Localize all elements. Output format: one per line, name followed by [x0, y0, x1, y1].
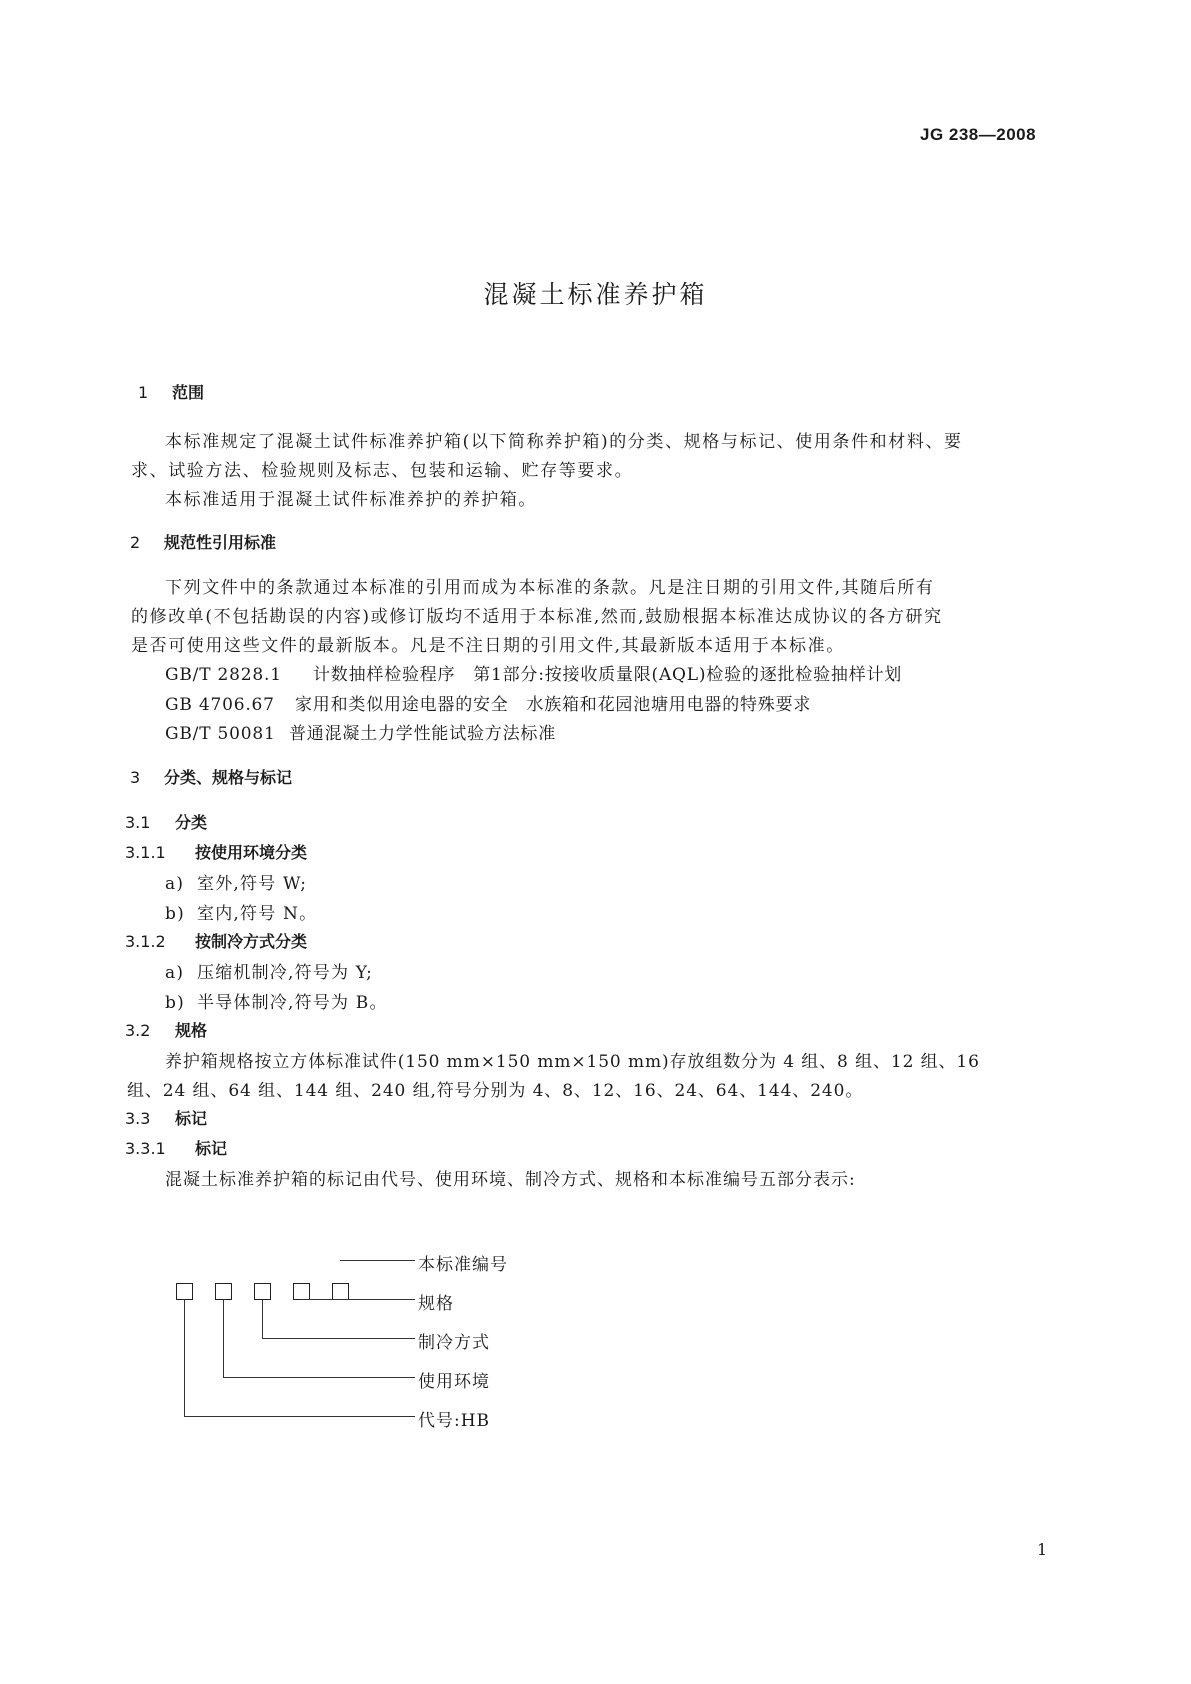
- leader-line: [301, 1299, 415, 1300]
- section-number: 3.1: [125, 813, 151, 832]
- list-text: 半导体制冷,符号为 B。: [197, 993, 388, 1013]
- reference-item: [165, 660, 902, 685]
- mark-box: [254, 1283, 271, 1300]
- section-title: 范围: [172, 383, 205, 402]
- section-title: 按使用环境分类: [195, 843, 308, 862]
- reference-item: [165, 719, 556, 744]
- section-title: 规范性引用标准: [164, 533, 277, 552]
- section-3-3-heading: [125, 1106, 207, 1129]
- section-number: 2: [130, 533, 141, 552]
- leader-line: [223, 1300, 224, 1377]
- section-number: 3: [130, 768, 141, 787]
- list-item: [165, 988, 388, 1013]
- list-item: [165, 899, 317, 924]
- section-title: 规格: [175, 1021, 208, 1040]
- list-marker: b): [165, 993, 185, 1013]
- leader-line: [223, 1377, 415, 1378]
- section-number: 3.3: [125, 1109, 151, 1128]
- standard-number: JG 238—2008: [920, 125, 1037, 144]
- paragraph-line: 混凝土标准养护箱的标记由代号、使用环境、制冷方式、规格和本标准编号五部分表示:: [165, 1170, 856, 1190]
- list-item: [165, 869, 307, 894]
- section-title: 分类: [175, 813, 208, 832]
- list-text: 室外,符号 W;: [197, 874, 308, 894]
- section-1-heading: [138, 380, 204, 403]
- diagram-label-cooling-method: 制冷方式: [418, 1333, 490, 1353]
- paragraph-line: 是否可使用这些文件的最新版本。凡是不注日期的引用文件,其最新版本适用于本标准。: [131, 636, 845, 656]
- reference-title: 计数抽样检验程序 第1部分:按接收质量限(AQL)检验的逐批检验抽样计划: [313, 665, 903, 685]
- section-number: 3.1.1: [125, 843, 166, 862]
- list-marker: a): [165, 874, 185, 894]
- leader-line: [262, 1338, 415, 1339]
- leader-line: [184, 1416, 415, 1417]
- paragraph-line: 的修改单(不包括勘误的内容)或修订版均不适用于本标准,然而,鼓励根据本标准达成协议的各方研究: [131, 607, 943, 627]
- paragraph-line: 下列文件中的条款通过本标准的引用而成为本标准的条款。凡是注日期的引用文件,其随后所有: [165, 578, 935, 598]
- leader-line: [340, 1260, 415, 1261]
- mark-box: [332, 1283, 349, 1300]
- paragraph-line: 本标准适用于混凝土试件标准养护的养护箱。: [165, 490, 537, 510]
- document-title: 混凝土标准养护箱: [483, 280, 708, 309]
- section-number: 3.2: [125, 1021, 151, 1040]
- mark-box: [215, 1283, 232, 1300]
- diagram-label-environment: 使用环境: [418, 1372, 490, 1392]
- list-text: 室内,符号 N。: [197, 904, 318, 924]
- section-3-3-1-heading: [125, 1136, 227, 1159]
- leader-line: [262, 1300, 263, 1338]
- mark-box: [176, 1283, 193, 1300]
- diagram-label-code: 代号:HB: [418, 1411, 491, 1431]
- diagram-label-specification: 规格: [418, 1294, 454, 1314]
- reference-code: GB/T 2828.1: [165, 665, 282, 685]
- list-marker: b): [165, 904, 185, 924]
- section-3-heading: [130, 765, 292, 788]
- section-3-1-heading: [125, 810, 207, 833]
- reference-title: 家用和类似用途电器的安全 水族箱和花园池塘用电器的特殊要求: [295, 695, 812, 715]
- list-text: 压缩机制冷,符号为 Y;: [197, 963, 374, 983]
- paragraph-line: 求、试验方法、检验规则及标志、包装和运输、贮存等要求。: [131, 461, 634, 481]
- list-item: [165, 958, 373, 983]
- paragraph-line: 本标准规定了混凝土试件标准养护箱(以下简称养护箱)的分类、规格与标记、使用条件和材料、要: [165, 432, 963, 452]
- reference-code: GB/T 50081: [165, 724, 276, 744]
- leader-line: [184, 1300, 185, 1416]
- list-marker: a): [165, 963, 185, 983]
- section-title: 标记: [175, 1109, 208, 1128]
- reference-item: [165, 690, 811, 715]
- diagram-label-standard-number: 本标准编号: [418, 1255, 508, 1275]
- reference-code: GB 4706.67: [165, 695, 275, 715]
- section-number: 3.1.2: [125, 932, 166, 951]
- section-title: 按制冷方式分类: [195, 932, 308, 951]
- section-3-1-2-heading: [125, 929, 307, 952]
- section-3-1-1-heading: [125, 840, 307, 863]
- section-title: 分类、规格与标记: [164, 768, 293, 787]
- page-number: 1: [1037, 1540, 1048, 1559]
- section-2-heading: [130, 530, 276, 553]
- paragraph-line: 组、24 组、64 组、144 组、240 组,符号分别为 4、8、12、16、24、64、144、240。: [127, 1081, 864, 1101]
- reference-title: 普通混凝土力学性能试验方法标准: [289, 724, 556, 744]
- section-title: 标记: [195, 1139, 228, 1158]
- section-number: 1: [138, 383, 149, 402]
- mark-box: [293, 1283, 310, 1300]
- section-number: 3.3.1: [125, 1139, 166, 1158]
- section-3-2-heading: [125, 1018, 207, 1041]
- paragraph-line: 养护箱规格按立方体标准试件(150 mm×150 mm×150 mm)存放组数分为 4 组、8 组、12 组、16: [165, 1052, 980, 1072]
